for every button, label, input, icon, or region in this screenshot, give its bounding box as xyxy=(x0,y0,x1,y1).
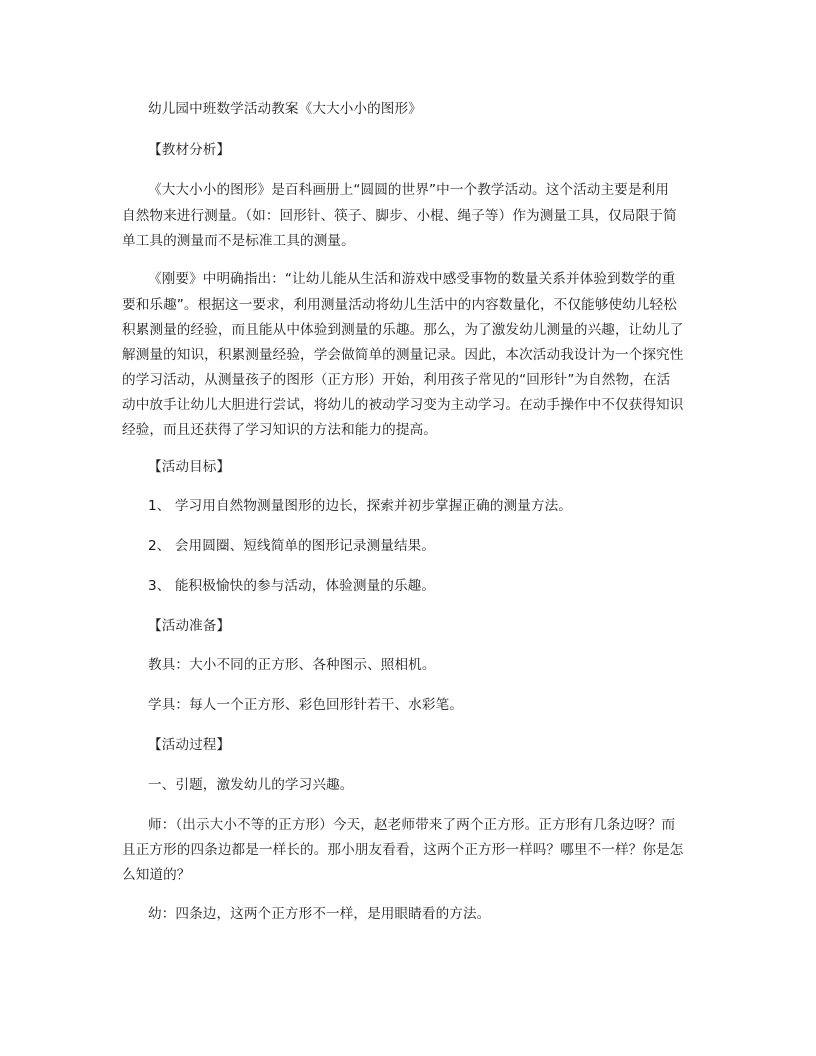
section-heading-goals: 【活动目标】 xyxy=(148,459,231,475)
paragraph-line: 自然物来进行测量。（如：回形针、筷子、脚步、小棍、绳子等）作为测量工具，仅局限于简 xyxy=(122,208,677,224)
child-response: 幼：四条边，这两个正方形不一样，是用眼睛看的方法。 xyxy=(148,906,491,922)
paragraph-line: 要和乐趣”。根据这一要求，利用测量活动将幼儿生活中的内容数量化，不仅能够使幼儿轻松 xyxy=(122,297,677,313)
paragraph-line: 么知道的？ xyxy=(122,867,191,883)
paragraph-line: 解测量的知识，积累测量经验，学会做简单的测量记录。因此，本次活动我设计为一个探究性 xyxy=(122,347,684,363)
paragraph-line: 动中放手让幼儿大胆进行尝试，将幼儿的被动学习变为主动学习。在动手操作中不仅获得知识 xyxy=(122,397,684,413)
document-title: 幼儿园中班数学活动教案《大大小小的图形》 xyxy=(148,101,422,117)
paragraph-line: 的学习活动，从测量孩子的图形（正方形）开始，利用孩子常见的“回形针”为自然物，在活 xyxy=(122,372,671,388)
teaching-aids: 教具：大小不同的正方形、各种图示、照相机。 xyxy=(148,657,436,673)
section-heading-materials: 【教材分析】 xyxy=(148,142,231,158)
paragraph-line: 且正方形的四条边都是一样长的。那小朋友看看，这两个正方形一样吗？哪里不一样？你是怎 xyxy=(122,842,684,858)
paragraph-line: 师：（出示大小不等的正方形）今天，赵老师带来了两个正方形。正方形有几条边呀？而 xyxy=(148,817,676,833)
section-heading-process: 【活动过程】 xyxy=(148,737,231,753)
learning-aids: 学具：每人一个正方形、彩色回形针若干、水彩笔。 xyxy=(148,697,463,713)
process-step-1: 一、引题，激发幼儿的学习兴趣。 xyxy=(148,777,354,793)
section-heading-preparation: 【活动准备】 xyxy=(148,618,231,634)
paragraph-line: 积累测量的经验，而且能从中体验到测量的乐趣。那么，为了激发幼儿测量的兴趣，让幼儿了 xyxy=(122,322,684,338)
paragraph-line: 《大大小小的图形》是百科画册上“圆圆的世界”中一个教学活动。这个活动主要是利用 xyxy=(148,182,669,198)
paragraph-line: 《刚要》中明确指出：“让幼儿能从生活和游戏中感受事物的数量关系并体验到数学的重 xyxy=(148,271,676,287)
goal-item-2: 2、 会用圆圈、短线简单的图形记录测量结果。 xyxy=(148,538,436,554)
paragraph-line: 单工具的测量而不是标准工具的测量。 xyxy=(122,233,355,249)
goal-item-3: 3、 能积极愉快的参与活动，体验测量的乐趣。 xyxy=(148,578,436,594)
paragraph-line: 经验，而且还获得了学习知识的方法和能力的提高。 xyxy=(122,422,437,438)
goal-item-1: 1、 学习用自然物测量图形的边长，探索并初步掌握正确的测量方法。 xyxy=(148,498,572,514)
